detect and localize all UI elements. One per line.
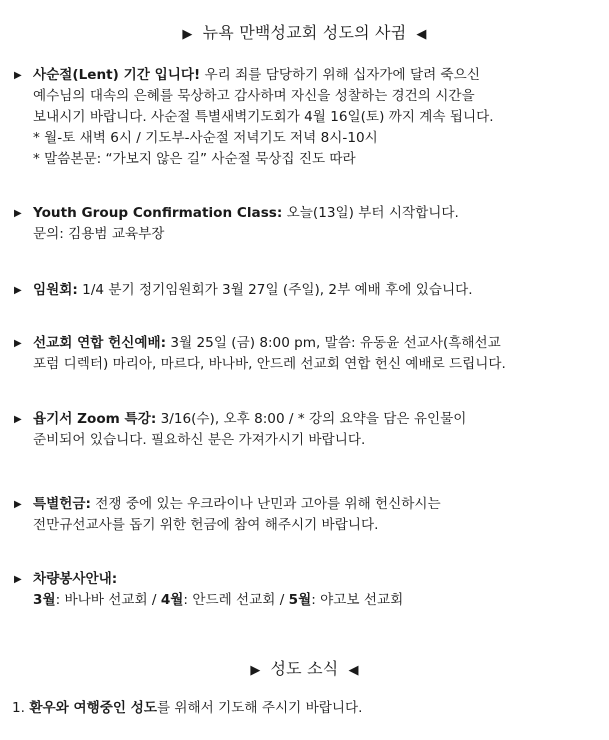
announcement-text: 우리 죄를 담당하기 위해 십자가에 달려 죽으신: [200, 67, 480, 83]
announcement-lent: [14, 65, 604, 170]
bullet-icon: ▶: [14, 208, 22, 219]
triangle-right-icon: ▶: [182, 27, 193, 42]
announcement-vehicle-service: [14, 569, 604, 611]
triangle-left-icon: ◀: [348, 663, 359, 678]
announcement-text: 보내시기 바랍니다. 사순절 특별새벽기도회가 4월 16일(토) 까지 계속 됩니다.: [33, 109, 494, 125]
announcement-text: 전만규선교사를 돕기 위한 헌금에 참여 해주시기 바랍니다.: [33, 517, 379, 533]
section-title-news: [0, 656, 609, 679]
announcement-title: 차량봉사안내:: [33, 571, 118, 587]
triangle-left-icon: ◀: [416, 27, 427, 42]
announcement-special-offering: [14, 494, 604, 536]
month-march: 3월: [33, 592, 56, 608]
announcement-youth-group: [14, 203, 604, 245]
announcement-text: 오늘(13일) 부터 시작합니다.: [282, 205, 459, 221]
announcement-title: 사순절(Lent) 기간 입니다!: [33, 67, 201, 83]
page-title: [0, 20, 609, 43]
announcement-text: 문의: 김용범 교육부장: [33, 226, 165, 242]
announcement-text: 포럼 디렉터) 마리아, 마르다, 바나바, 안드레 선교회 연합 헌신 예배로 드립니다.: [33, 356, 506, 372]
bullet-icon: ▶: [14, 414, 22, 425]
announcement-title: Youth Group Confirmation Class:: [33, 205, 283, 221]
announcement-text: 1/4 분기 정기임원회가 3월 27일 (주일), 2부 예배 후에 있습니다.: [77, 282, 473, 298]
announcement-text: 3/16(수), 오후 8:00 / * 강의 요약을 담은 유인물이: [156, 411, 467, 427]
vehicle-schedule: [33, 590, 604, 611]
section-title-text: 성도 소식: [270, 659, 339, 678]
bullet-icon: ▶: [14, 70, 22, 81]
month-may: 5월: [288, 592, 312, 608]
announcement-job-zoom: [14, 409, 604, 451]
bullet-icon: ▶: [14, 499, 22, 510]
vehicle-may-text: : 야고보 선교회: [311, 592, 404, 608]
vehicle-april-text: : 안드레 선교회 /: [183, 592, 289, 608]
bullet-icon: ▶: [14, 574, 22, 585]
page-title-text: 뉴욕 만백성교회 성도의 사귐: [202, 23, 407, 42]
announcement-text: 전쟁 중에 있는 우크라이나 난민과 고아를 위해 헌신하시는: [90, 496, 441, 512]
triangle-right-icon: ▶: [250, 663, 261, 678]
announcement-text: 예수님의 대속의 은혜를 묵상하고 감사하며 자신을 성찰하는 경건의 시간을: [33, 88, 475, 104]
announcement-officers-meeting: [14, 280, 604, 301]
bullet-icon: ▶: [14, 285, 22, 296]
month-april: 4월: [160, 592, 184, 608]
news-number: 1.: [12, 700, 25, 716]
news-title: 환우와 여행중인 성도: [29, 700, 157, 716]
news-item: [12, 698, 602, 719]
bullet-icon: ▶: [14, 338, 22, 349]
announcement-title: 욥기서 Zoom 특강:: [33, 411, 157, 427]
announcement-text: * 월-토 새벽 6시 / 기도부-사순절 저녁기도 저녁 8시-10시: [33, 130, 378, 146]
vehicle-march-text: : 바나바 선교회 /: [55, 592, 161, 608]
announcement-text: 3월 25일 (금) 8:00 pm, 말씀: 유동윤 선교사(흑해선교: [166, 335, 501, 351]
announcement-mission-service: [14, 333, 604, 375]
announcement-text: 준비되어 있습니다. 필요하신 분은 가져가시기 바랍니다.: [33, 432, 366, 448]
announcement-text: * 말씀본문: “가보지 않은 길” 사순절 묵상집 진도 따라: [33, 151, 356, 167]
announcement-title: 특별헌금:: [33, 496, 91, 512]
news-text: 를 위해서 기도해 주시기 바랍니다.: [156, 700, 363, 716]
announcement-title: 선교회 연합 헌신예배:: [33, 335, 167, 351]
announcement-title: 임원회:: [33, 282, 78, 298]
